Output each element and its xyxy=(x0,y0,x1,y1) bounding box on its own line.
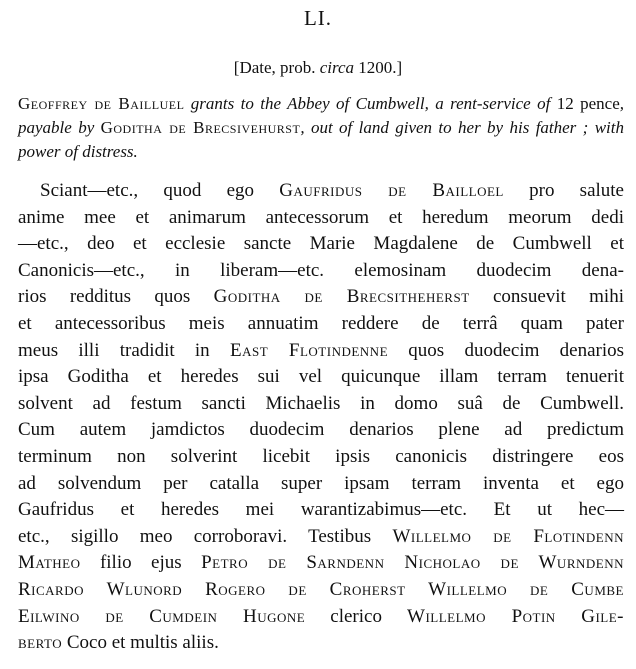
proper-name: Goditha de Brecsitheherst xyxy=(213,286,470,308)
summary-run: 12 pence xyxy=(556,94,620,113)
summary-run: , out of land given to her by his father ; with power of distress. xyxy=(18,118,624,161)
proper-name: Willelmo de Flotindenn xyxy=(392,525,624,547)
text-line xyxy=(18,524,624,551)
text-line xyxy=(18,550,624,577)
text-line xyxy=(18,178,624,205)
text-line xyxy=(18,231,624,258)
summary-run: , payable by xyxy=(18,94,625,137)
text-run: ipsa Goditha et heredes sui vel quicunque illam terram tenuerit xyxy=(18,366,624,388)
text-line xyxy=(18,577,624,604)
text-line xyxy=(18,471,624,498)
text-line xyxy=(18,444,624,471)
text-line xyxy=(18,338,624,365)
text-run: rios redditus quos xyxy=(18,286,214,308)
summary-run: Goditha de Brecsivehurst xyxy=(100,118,301,137)
proper-name: Matheo xyxy=(18,552,81,574)
text-line xyxy=(18,258,624,285)
summary-run: grants to the Abbey of Cumbwell, a rent-service of xyxy=(184,94,557,113)
text-line xyxy=(18,417,624,444)
proper-name: East Flotindenne xyxy=(229,339,389,361)
proper-name: Petro de Sarndenn Nicholao de Wurndenn xyxy=(201,552,624,574)
text-run: Gaufridus et heredes mei warantizabimus—etc. Et ut hec— xyxy=(18,499,624,521)
proper-name: Eilwino de Cumdein Hugone xyxy=(18,605,306,627)
text-run: et antecessoribus meis annuatim reddere de terrâ quam pater xyxy=(18,312,624,334)
text-run: clerico xyxy=(305,605,408,627)
proper-name: Gaufridus de Bailloel xyxy=(279,180,504,201)
date-close: 1200.] xyxy=(354,58,403,77)
text-run: etc., sigillo meo corroboravi. Testibus xyxy=(18,525,393,547)
text-run: anime mee et animarum antecessorum et heredum meorum dedi xyxy=(18,206,624,228)
text-run: meus illi tradidit in xyxy=(18,339,230,361)
text-line xyxy=(18,364,624,391)
charter-body xyxy=(18,178,624,657)
text-run: solvent ad festum sancti Michaelis in domo suâ de Cumbwell. xyxy=(18,392,624,414)
text-run: terminum non solverint licebit ipsis canonicis distringere eos xyxy=(18,445,624,467)
text-line xyxy=(18,604,624,631)
text-line xyxy=(18,630,624,657)
date-circa: circa xyxy=(319,58,355,77)
proper-name: Ricardo Wlunord Rogero de Croherst Willelmo de Cumbe xyxy=(18,578,624,600)
text-run: consuevit mihi xyxy=(469,286,624,308)
summary-run: Geoffrey de Bailluel xyxy=(18,94,185,113)
text-line xyxy=(18,205,624,232)
text-run: Cum autem jamdictos duodecim denarios plene ad predictum xyxy=(18,419,624,441)
text-line xyxy=(18,497,624,524)
proper-name: berto xyxy=(18,632,63,654)
text-run: Sciant—etc., quod ego xyxy=(40,180,280,201)
text-line xyxy=(18,284,624,311)
proper-name: Willelmo Potin Gile- xyxy=(407,605,625,627)
text-run: —etc., deo et ecclesie sancte Marie Magdalene de Cumbwell et xyxy=(18,233,624,255)
text-line xyxy=(18,391,624,418)
charter-number: LI. xyxy=(303,6,333,30)
text-line xyxy=(18,311,624,338)
text-run: filio ejus xyxy=(80,552,202,574)
text-run: ad solvendum per catalla super ipsam terram inventa et ego xyxy=(18,472,624,494)
charter-date xyxy=(0,58,636,78)
date-open: [Date, prob. xyxy=(233,58,320,77)
text-run: quos duodecim denarios xyxy=(388,339,625,361)
text-run: pro salute xyxy=(503,180,624,201)
text-run: Coco et multis aliis. xyxy=(62,632,219,654)
charter-summary xyxy=(18,92,624,164)
text-run: Canonicis—etc., in liberam—etc. elemosinam duodecim dena- xyxy=(18,259,624,281)
